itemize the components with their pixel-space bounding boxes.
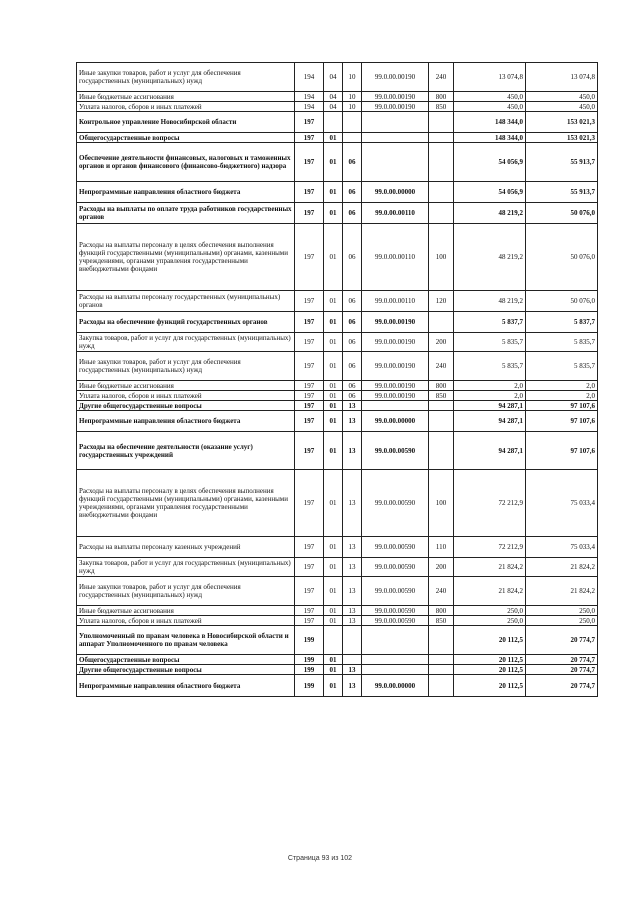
cell-sum-1: 72 212,9 xyxy=(454,470,526,537)
cell-sum-2: 50 076,0 xyxy=(526,203,598,224)
table-row xyxy=(77,626,598,655)
table-row xyxy=(77,291,598,312)
cell-rz: 01 xyxy=(324,333,343,352)
page-footer: Страница 93 из 102 xyxy=(287,855,353,862)
cell-sum-2: 2,0 xyxy=(526,381,598,391)
cell-sum-2: 20 774,7 xyxy=(526,626,598,655)
table-row xyxy=(77,470,598,537)
cell-sum-1: 2,0 xyxy=(454,381,526,391)
cell-sum-2: 153 021,3 xyxy=(526,133,598,143)
cell-rz: 01 xyxy=(324,312,343,333)
cell-gr: 197 xyxy=(295,432,324,470)
cell-pr xyxy=(343,133,362,143)
cell-vr: 110 xyxy=(429,537,454,558)
cell-sum-2: 21 824,2 xyxy=(526,558,598,577)
table-row xyxy=(77,558,598,577)
cell-gr: 197 xyxy=(295,411,324,432)
cell-sum-1: 148 344,0 xyxy=(454,112,526,133)
cell-pr: 13 xyxy=(343,675,362,697)
cell-pr xyxy=(343,626,362,655)
cell-gr: 197 xyxy=(295,616,324,626)
cell-rz: 01 xyxy=(324,182,343,203)
table-row xyxy=(77,102,598,112)
table-row xyxy=(77,203,598,224)
cell-name: Иные закупки товаров, работ и услуг для обеспечения государственных (муниципальных) нужд xyxy=(77,352,295,381)
cell-csr: 99.0.00.00190 xyxy=(362,391,429,401)
cell-csr: 99.0.00.00590 xyxy=(362,606,429,616)
cell-name: Расходы на выплаты персоналу государственных (муниципальных) органов xyxy=(77,291,295,312)
cell-sum-1: 5 837,7 xyxy=(454,312,526,333)
table-row xyxy=(77,537,598,558)
cell-sum-2: 21 824,2 xyxy=(526,577,598,606)
cell-sum-2: 97 107,6 xyxy=(526,401,598,411)
cell-rz: 01 xyxy=(324,352,343,381)
cell-name: Обеспечение деятельности финансовых, налоговых и таможенных органов и органов финансового (финансово-бюджетного) надзора xyxy=(77,143,295,182)
table-row xyxy=(77,432,598,470)
cell-rz: 01 xyxy=(324,470,343,537)
cell-gr: 199 xyxy=(295,675,324,697)
cell-pr: 13 xyxy=(343,411,362,432)
cell-csr: 99.0.00.00000 xyxy=(362,411,429,432)
cell-csr: 99.0.00.00190 xyxy=(362,92,429,102)
cell-name: Контрольное управление Новосибирской области xyxy=(77,112,295,133)
cell-pr: 13 xyxy=(343,558,362,577)
cell-sum-2: 97 107,6 xyxy=(526,411,598,432)
cell-rz xyxy=(324,112,343,133)
cell-rz: 01 xyxy=(324,291,343,312)
cell-csr: 99.0.00.00110 xyxy=(362,203,429,224)
cell-gr: 197 xyxy=(295,391,324,401)
cell-pr xyxy=(343,112,362,133)
cell-name: Расходы на выплаты персоналу в целях обеспечения выполнения функций государственными (муниципальными) органами, казенными учреждениями, органами управления государственными внебюджетными фондами xyxy=(77,224,295,291)
cell-sum-2: 450,0 xyxy=(526,102,598,112)
cell-pr: 06 xyxy=(343,143,362,182)
cell-pr: 06 xyxy=(343,333,362,352)
cell-sum-1: 54 056,9 xyxy=(454,182,526,203)
cell-sum-1: 250,0 xyxy=(454,606,526,616)
cell-vr: 120 xyxy=(429,291,454,312)
cell-vr xyxy=(429,665,454,675)
cell-csr xyxy=(362,665,429,675)
cell-sum-1: 54 056,9 xyxy=(454,143,526,182)
cell-rz: 01 xyxy=(324,401,343,411)
cell-csr: 99.0.00.00190 xyxy=(362,102,429,112)
cell-rz: 01 xyxy=(324,616,343,626)
cell-csr: 99.0.00.00000 xyxy=(362,182,429,203)
cell-rz: 04 xyxy=(324,63,343,92)
cell-rz: 01 xyxy=(324,133,343,143)
budget-table-container xyxy=(76,62,597,697)
cell-vr xyxy=(429,203,454,224)
cell-vr xyxy=(429,655,454,665)
cell-name: Закупка товаров, работ и услуг для государственных (муниципальных) нужд xyxy=(77,558,295,577)
table-row xyxy=(77,391,598,401)
cell-rz: 01 xyxy=(324,655,343,665)
cell-sum-1: 21 824,2 xyxy=(454,558,526,577)
cell-sum-1: 148 344,0 xyxy=(454,133,526,143)
cell-name: Непрограммные направления областного бюджета xyxy=(77,675,295,697)
table-row xyxy=(77,411,598,432)
cell-pr: 13 xyxy=(343,577,362,606)
cell-gr: 199 xyxy=(295,665,324,675)
cell-csr: 99.0.00.00590 xyxy=(362,470,429,537)
cell-vr xyxy=(429,411,454,432)
cell-sum-1: 48 219,2 xyxy=(454,224,526,291)
cell-vr: 200 xyxy=(429,333,454,352)
cell-rz: 01 xyxy=(324,411,343,432)
cell-sum-2: 250,0 xyxy=(526,616,598,626)
table-row xyxy=(77,401,598,411)
cell-csr: 99.0.00.00110 xyxy=(362,291,429,312)
cell-sum-2: 13 074,8 xyxy=(526,63,598,92)
cell-csr: 99.0.00.00590 xyxy=(362,577,429,606)
cell-name: Расходы на обеспечение деятельности (оказание услуг) государственных учреждений xyxy=(77,432,295,470)
cell-gr: 197 xyxy=(295,112,324,133)
cell-vr xyxy=(429,143,454,182)
cell-gr: 197 xyxy=(295,291,324,312)
cell-sum-1: 5 835,7 xyxy=(454,352,526,381)
cell-sum-1: 450,0 xyxy=(454,92,526,102)
cell-vr xyxy=(429,401,454,411)
cell-sum-1: 20 112,5 xyxy=(454,675,526,697)
cell-sum-2: 50 076,0 xyxy=(526,291,598,312)
cell-rz: 01 xyxy=(324,665,343,675)
cell-sum-2: 450,0 xyxy=(526,92,598,102)
cell-pr xyxy=(343,655,362,665)
cell-csr xyxy=(362,401,429,411)
cell-vr xyxy=(429,133,454,143)
cell-csr xyxy=(362,655,429,665)
cell-sum-1: 450,0 xyxy=(454,102,526,112)
cell-rz: 01 xyxy=(324,224,343,291)
cell-sum-1: 21 824,2 xyxy=(454,577,526,606)
cell-gr: 197 xyxy=(295,470,324,537)
cell-sum-1: 2,0 xyxy=(454,391,526,401)
cell-gr: 197 xyxy=(295,143,324,182)
cell-csr xyxy=(362,133,429,143)
cell-pr: 06 xyxy=(343,352,362,381)
cell-gr: 197 xyxy=(295,577,324,606)
cell-name: Другие общегосударственные вопросы xyxy=(77,665,295,675)
cell-vr: 100 xyxy=(429,224,454,291)
cell-rz: 01 xyxy=(324,606,343,616)
cell-rz: 04 xyxy=(324,92,343,102)
cell-sum-1: 48 219,2 xyxy=(454,291,526,312)
cell-sum-2: 75 033,4 xyxy=(526,537,598,558)
cell-rz xyxy=(324,626,343,655)
cell-csr: 99.0.00.00110 xyxy=(362,224,429,291)
cell-sum-1: 13 074,8 xyxy=(454,63,526,92)
cell-rz: 01 xyxy=(324,537,343,558)
cell-csr: 99.0.00.00590 xyxy=(362,616,429,626)
cell-pr: 13 xyxy=(343,470,362,537)
cell-vr xyxy=(429,675,454,697)
table-row xyxy=(77,63,598,92)
cell-name: Закупка товаров, работ и услуг для государственных (муниципальных) нужд xyxy=(77,333,295,352)
cell-pr: 06 xyxy=(343,203,362,224)
cell-rz: 01 xyxy=(324,391,343,401)
table-row xyxy=(77,182,598,203)
cell-gr: 197 xyxy=(295,224,324,291)
cell-vr: 850 xyxy=(429,616,454,626)
cell-name: Уплата налогов, сборов и иных платежей xyxy=(77,616,295,626)
cell-pr: 06 xyxy=(343,312,362,333)
cell-sum-1: 72 212,9 xyxy=(454,537,526,558)
cell-gr: 197 xyxy=(295,401,324,411)
cell-gr: 197 xyxy=(295,537,324,558)
cell-csr: 99.0.00.00190 xyxy=(362,312,429,333)
cell-csr xyxy=(362,626,429,655)
cell-pr: 06 xyxy=(343,224,362,291)
cell-gr: 197 xyxy=(295,333,324,352)
cell-csr xyxy=(362,112,429,133)
cell-pr: 10 xyxy=(343,63,362,92)
cell-gr: 197 xyxy=(295,352,324,381)
cell-sum-1: 20 112,5 xyxy=(454,655,526,665)
cell-pr: 06 xyxy=(343,391,362,401)
cell-vr xyxy=(429,112,454,133)
cell-sum-2: 5 835,7 xyxy=(526,333,598,352)
cell-rz: 01 xyxy=(324,577,343,606)
cell-sum-2: 20 774,7 xyxy=(526,675,598,697)
cell-sum-2: 5 837,7 xyxy=(526,312,598,333)
cell-csr xyxy=(362,143,429,182)
cell-name: Уполномоченный по правам человека в Новосибирской области и аппарат Уполномоченного по правам человека xyxy=(77,626,295,655)
cell-csr: 99.0.00.00000 xyxy=(362,675,429,697)
cell-sum-2: 50 076,0 xyxy=(526,224,598,291)
cell-gr: 194 xyxy=(295,102,324,112)
cell-name: Общегосударственные вопросы xyxy=(77,133,295,143)
cell-vr: 800 xyxy=(429,92,454,102)
cell-gr: 197 xyxy=(295,312,324,333)
table-row xyxy=(77,312,598,333)
cell-pr: 13 xyxy=(343,432,362,470)
cell-gr: 197 xyxy=(295,558,324,577)
cell-sum-2: 5 835,7 xyxy=(526,352,598,381)
budget-table xyxy=(76,62,598,697)
cell-pr: 06 xyxy=(343,291,362,312)
cell-sum-2: 97 107,6 xyxy=(526,432,598,470)
table-row xyxy=(77,665,598,675)
cell-pr: 13 xyxy=(343,606,362,616)
cell-sum-1: 94 287,1 xyxy=(454,411,526,432)
cell-vr: 240 xyxy=(429,63,454,92)
table-row xyxy=(77,381,598,391)
cell-name: Непрограммные направления областного бюджета xyxy=(77,182,295,203)
cell-gr: 194 xyxy=(295,63,324,92)
cell-name: Иные закупки товаров, работ и услуг для обеспечения государственных (муниципальных) нужд xyxy=(77,577,295,606)
cell-pr: 06 xyxy=(343,381,362,391)
cell-sum-2: 55 913,7 xyxy=(526,182,598,203)
cell-rz: 04 xyxy=(324,102,343,112)
table-row xyxy=(77,224,598,291)
cell-csr: 99.0.00.00190 xyxy=(362,333,429,352)
table-row xyxy=(77,606,598,616)
table-row xyxy=(77,655,598,665)
cell-sum-2: 2,0 xyxy=(526,391,598,401)
cell-vr: 240 xyxy=(429,352,454,381)
cell-vr: 240 xyxy=(429,577,454,606)
cell-name: Расходы на выплаты персоналу казенных учреждений xyxy=(77,537,295,558)
cell-csr: 99.0.00.00590 xyxy=(362,537,429,558)
cell-vr xyxy=(429,312,454,333)
cell-sum-2: 75 033,4 xyxy=(526,470,598,537)
cell-gr: 194 xyxy=(295,92,324,102)
table-row xyxy=(77,616,598,626)
cell-vr xyxy=(429,626,454,655)
cell-vr: 850 xyxy=(429,391,454,401)
cell-vr: 800 xyxy=(429,606,454,616)
cell-pr: 10 xyxy=(343,92,362,102)
cell-gr: 197 xyxy=(295,381,324,391)
table-row xyxy=(77,133,598,143)
cell-pr: 13 xyxy=(343,537,362,558)
table-row xyxy=(77,112,598,133)
cell-gr: 197 xyxy=(295,182,324,203)
cell-vr: 200 xyxy=(429,558,454,577)
cell-pr: 13 xyxy=(343,665,362,675)
cell-vr: 800 xyxy=(429,381,454,391)
cell-rz: 01 xyxy=(324,432,343,470)
cell-gr: 197 xyxy=(295,606,324,616)
cell-vr: 850 xyxy=(429,102,454,112)
cell-sum-2: 250,0 xyxy=(526,606,598,616)
cell-rz: 01 xyxy=(324,558,343,577)
table-row xyxy=(77,675,598,697)
cell-name: Иные бюджетные ассигнования xyxy=(77,606,295,616)
cell-sum-2: 20 774,7 xyxy=(526,665,598,675)
cell-sum-1: 20 112,5 xyxy=(454,626,526,655)
cell-sum-1: 5 835,7 xyxy=(454,333,526,352)
cell-sum-1: 48 219,2 xyxy=(454,203,526,224)
cell-name: Уплата налогов, сборов и иных платежей xyxy=(77,102,295,112)
cell-name: Расходы на выплаты по оплате труда работников государственных органов xyxy=(77,203,295,224)
cell-gr: 197 xyxy=(295,203,324,224)
cell-pr: 13 xyxy=(343,401,362,411)
cell-rz: 01 xyxy=(324,381,343,391)
table-row xyxy=(77,352,598,381)
cell-sum-1: 20 112,5 xyxy=(454,665,526,675)
table-row xyxy=(77,333,598,352)
cell-csr: 99.0.00.00190 xyxy=(362,63,429,92)
cell-csr: 99.0.00.00190 xyxy=(362,381,429,391)
cell-name: Расходы на выплаты персоналу в целях обеспечения выполнения функций государственными (муниципальными) органами, казенными учреждениями, органами управления государственными внебюджетными фондами xyxy=(77,470,295,537)
cell-name: Иные бюджетные ассигнования xyxy=(77,92,295,102)
cell-rz: 01 xyxy=(324,203,343,224)
cell-sum-2: 153 021,3 xyxy=(526,112,598,133)
cell-sum-2: 20 774,7 xyxy=(526,655,598,665)
cell-pr: 10 xyxy=(343,102,362,112)
cell-name: Расходы на обеспечение функций государственных органов xyxy=(77,312,295,333)
cell-csr: 99.0.00.00190 xyxy=(362,352,429,381)
cell-name: Иные закупки товаров, работ и услуг для обеспечения государственных (муниципальных) нужд xyxy=(77,63,295,92)
cell-csr: 99.0.00.00590 xyxy=(362,432,429,470)
cell-rz: 01 xyxy=(324,143,343,182)
cell-gr: 197 xyxy=(295,133,324,143)
cell-gr: 199 xyxy=(295,655,324,665)
cell-pr: 06 xyxy=(343,182,362,203)
cell-rz: 01 xyxy=(324,675,343,697)
cell-vr: 100 xyxy=(429,470,454,537)
cell-name: Общегосударственные вопросы xyxy=(77,655,295,665)
cell-name: Непрограммные направления областного бюджета xyxy=(77,411,295,432)
cell-csr: 99.0.00.00590 xyxy=(362,558,429,577)
cell-pr: 13 xyxy=(343,616,362,626)
table-row xyxy=(77,143,598,182)
cell-sum-1: 94 287,1 xyxy=(454,432,526,470)
table-row xyxy=(77,577,598,606)
cell-vr xyxy=(429,182,454,203)
cell-name: Иные бюджетные ассигнования xyxy=(77,381,295,391)
cell-gr: 199 xyxy=(295,626,324,655)
cell-name: Другие общегосударственные вопросы xyxy=(77,401,295,411)
table-row xyxy=(77,92,598,102)
cell-name: Уплата налогов, сборов и иных платежей xyxy=(77,391,295,401)
cell-sum-1: 250,0 xyxy=(454,616,526,626)
cell-sum-1: 94 287,1 xyxy=(454,401,526,411)
cell-vr xyxy=(429,432,454,470)
cell-sum-2: 55 913,7 xyxy=(526,143,598,182)
